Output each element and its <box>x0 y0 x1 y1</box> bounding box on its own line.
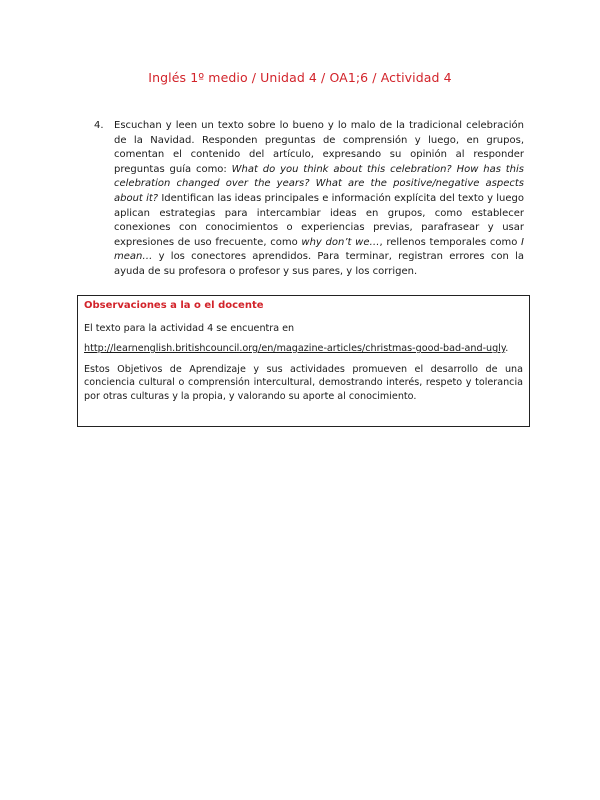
link-suffix: . <box>505 343 509 354</box>
teacher-notes-box <box>77 295 530 427</box>
teacher-notes-link-line <box>84 342 523 356</box>
activity-text-part-2: Identifican las ideas principales e información explícita del texto y luego aplican estrategias para intercambiar ideas en grupos, como establecer conexiones con conocimientos o experiencias previas, parafrasear y usar expresiones de uso frecuente, como <box>114 192 524 248</box>
teacher-notes-closing: Estos Objetivos de Aprendizaje y sus actividades promueven el desarrollo de una conciencia cultural o comprensión intercultural, demostrando interés, respeto y tolerancia por otras culturas y la propia, y valorando su aporte al conocimiento. <box>84 363 523 402</box>
activity-text-part-4: y los conectores aprendidos. Para terminar, registran errores con la ayuda de su profesora o profesor y sus pares, y los corrigen. <box>114 251 524 277</box>
activity-item <box>94 119 524 280</box>
guide-questions: What do you think about this celebration? How has this celebration changed over the years? What are the positive/negative aspects about it? <box>114 163 525 204</box>
example-filler: I mean… <box>114 236 524 263</box>
activity-text-part-1: Escuchan y leen un texto sobre lo bueno y lo malo de la tradicional celebración de la Navidad. Responden preguntas de comprensión y luego, en grupos, comentan el contenido del artículo, expresando su opinión al responder preguntas guía como: <box>114 120 524 175</box>
page-title: Inglés 1º medio / Unidad 4 / OA1;6 / Actividad 4 <box>148 70 452 85</box>
activity-number: 4. <box>94 120 104 131</box>
resource-link[interactable]: http://learnenglish.britishcouncil.org/en/magazine-articles/christmas-good-bad-and-ugly <box>84 343 506 354</box>
activity-text-part-3: , rellenos temporales como <box>379 236 522 248</box>
teacher-notes-intro: El texto para la actividad 4 se encuentra en <box>84 322 295 334</box>
teacher-notes-title: Observaciones a la o el docente <box>84 300 264 311</box>
example-expression: why don’t we… <box>301 236 380 248</box>
activity-description <box>114 119 524 280</box>
